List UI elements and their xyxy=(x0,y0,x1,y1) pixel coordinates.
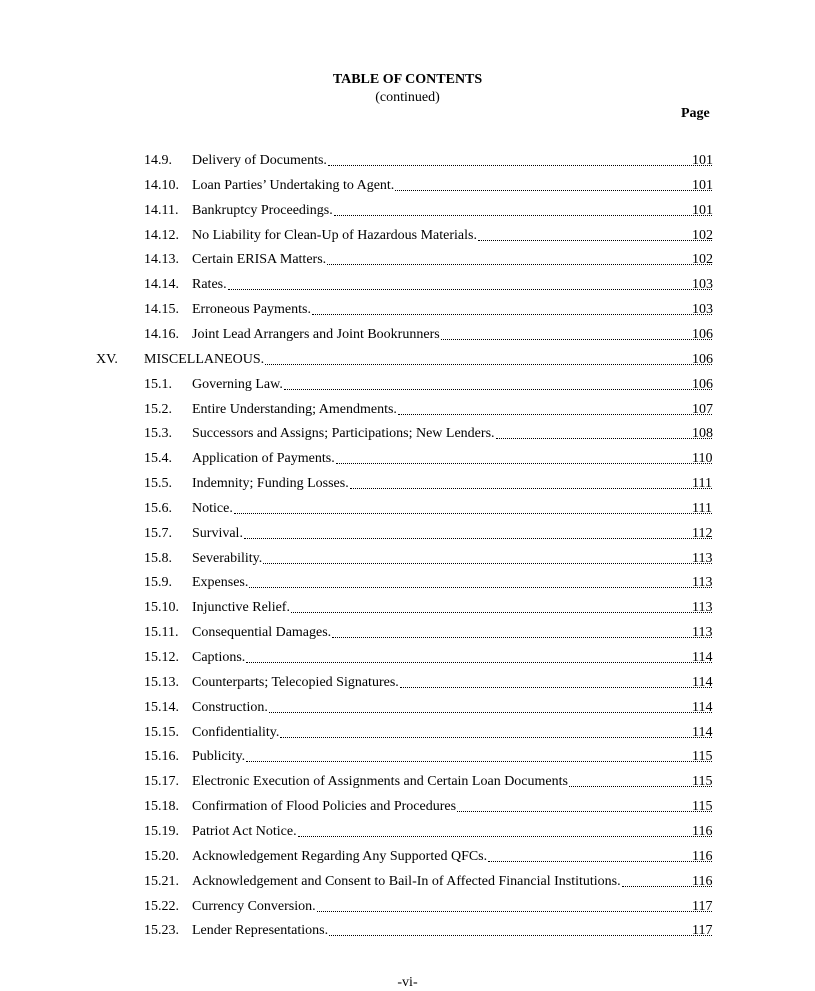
toc-entry-row[interactable] xyxy=(0,250,815,270)
toc-entry-leader xyxy=(192,897,714,917)
toc-entry-page: 112 xyxy=(692,525,713,541)
toc-entry-page: 115 xyxy=(692,749,713,765)
toc-entry-page: 116 xyxy=(692,848,713,864)
toc-entry-page: 106 xyxy=(692,376,713,392)
toc-entry-title: Confidentiality. xyxy=(192,724,280,740)
toc-entry-title: Captions. xyxy=(192,650,246,665)
toc-entry-number: 15.19. xyxy=(144,823,179,839)
toc-entry-title: Electronic Execution of Assignments and Certain Loan Documents xyxy=(192,774,568,790)
toc-entry-leader xyxy=(192,424,714,444)
toc-entry-title: Currency Conversion. xyxy=(192,898,316,914)
toc-entry-row[interactable] xyxy=(0,698,815,718)
toc-entry-leader xyxy=(192,474,714,494)
toc-entry-number: 15.15. xyxy=(144,724,179,740)
toc-entry-title: Loan Parties’ Undertaking to Agent. xyxy=(192,177,395,193)
toc-entry-page: 115 xyxy=(692,774,713,790)
toc-title: TABLE OF CONTENTS xyxy=(332,72,483,87)
dot-leader xyxy=(395,190,712,191)
toc-entry-title: Bankruptcy Proceedings. xyxy=(192,202,333,218)
toc-entry-row[interactable] xyxy=(0,573,815,593)
toc-entry-title: Rates. xyxy=(192,277,227,293)
toc-entry-leader xyxy=(192,598,714,618)
toc-entry-title: Expenses. xyxy=(192,575,249,591)
toc-entry-number: 15.7. xyxy=(144,525,172,541)
toc-subtitle: (continued) xyxy=(375,90,440,105)
toc-entry-number: 15.23. xyxy=(144,923,179,939)
toc-entry-title: Patriot Act Notice. xyxy=(192,823,297,839)
toc-entry-page: 114 xyxy=(692,650,713,665)
toc-entry-title: Severability. xyxy=(192,550,263,566)
toc-entry-number: 15.1. xyxy=(144,376,172,392)
toc-entry-row[interactable] xyxy=(0,325,815,345)
toc-entry-row[interactable] xyxy=(0,623,815,643)
toc-entry-number: 15.2. xyxy=(144,401,172,417)
toc-entry-title: Delivery of Documents. xyxy=(192,153,327,168)
dot-leader xyxy=(263,563,712,564)
dot-leader xyxy=(228,289,712,290)
toc-entry-leader xyxy=(192,400,714,420)
toc-entry-row[interactable] xyxy=(0,449,815,469)
toc-entry-page: 106 xyxy=(692,351,713,367)
toc-entry-title: Survival. xyxy=(192,525,243,541)
toc-entry-row[interactable] xyxy=(0,424,815,444)
toc-entry-number: 14.14. xyxy=(144,277,179,293)
toc-entry-row[interactable] xyxy=(0,275,815,295)
dot-leader xyxy=(234,513,712,514)
toc-entry-number: 14.13. xyxy=(144,252,179,268)
toc-entry-number: 15.22. xyxy=(144,898,179,914)
toc-entry-page: 113 xyxy=(692,600,713,616)
toc-entry-number: 14.11. xyxy=(144,202,179,218)
toc-entry-page: 114 xyxy=(692,674,713,690)
toc-entry-leader xyxy=(192,747,714,767)
toc-entry-leader xyxy=(192,275,714,295)
toc-entry-title: Acknowledgement and Consent to Bail-In of Affected Financial Institutions. xyxy=(192,873,621,889)
dot-leader xyxy=(350,488,712,489)
dot-leader xyxy=(244,538,712,539)
dot-leader xyxy=(249,587,712,588)
toc-entry-number: 15.9. xyxy=(144,575,172,591)
toc-entry-number: 15.13. xyxy=(144,674,179,690)
page-footer-number: -vi- xyxy=(397,975,418,990)
toc-entry-leader xyxy=(192,176,714,196)
toc-entry-leader xyxy=(192,499,714,519)
toc-entry-row[interactable] xyxy=(0,300,815,320)
toc-entry-row[interactable] xyxy=(0,648,815,668)
toc-entry-row[interactable] xyxy=(0,772,815,792)
toc-entry-leader xyxy=(192,723,714,743)
toc-entry-page: 102 xyxy=(692,252,713,268)
dot-leader xyxy=(457,811,712,812)
toc-entry-row[interactable] xyxy=(0,524,815,544)
dot-leader xyxy=(569,786,712,787)
dot-leader xyxy=(280,737,712,738)
toc-entry-title: Joint Lead Arrangers and Joint Bookrunners xyxy=(192,326,440,342)
toc-entry-title: Counterparts; Telecopied Signatures. xyxy=(192,674,399,690)
toc-entry-title: Notice. xyxy=(192,500,233,516)
toc-entry-title: Certain ERISA Matters. xyxy=(192,252,327,268)
toc-entry-number: 14.9. xyxy=(144,153,172,168)
toc-entry-title: Publicity. xyxy=(192,749,246,765)
toc-entry-row[interactable] xyxy=(0,822,815,842)
toc-entry-row[interactable] xyxy=(0,598,815,618)
dot-leader xyxy=(269,712,712,713)
toc-entry-title: Indemnity; Funding Losses. xyxy=(192,476,349,492)
toc-entry-row[interactable] xyxy=(0,673,815,693)
dot-leader xyxy=(317,911,712,912)
toc-article-row[interactable] xyxy=(0,350,815,370)
toc-entry-title: Consequential Damages. xyxy=(192,625,332,641)
toc-entry-number: 14.10. xyxy=(144,177,179,193)
toc-entry-leader xyxy=(192,921,714,941)
toc-entry-row[interactable] xyxy=(0,176,815,196)
toc-entry-leader xyxy=(192,822,714,842)
toc-entry-page: 117 xyxy=(692,898,713,914)
dot-leader xyxy=(329,935,712,936)
dot-leader xyxy=(400,687,712,688)
dot-leader xyxy=(291,612,712,613)
page-column-header: Page xyxy=(681,106,710,121)
toc-entry-number: 15.5. xyxy=(144,476,172,492)
toc-entry-page: 103 xyxy=(692,302,713,318)
dot-leader xyxy=(496,438,712,439)
toc-entry-page: 116 xyxy=(692,823,713,839)
toc-entry-leader xyxy=(192,573,714,593)
dot-leader xyxy=(246,761,712,762)
toc-entry-page: 113 xyxy=(692,575,713,591)
toc-entry-page: 101 xyxy=(692,202,713,218)
dot-leader xyxy=(441,339,712,340)
toc-entry-page: 102 xyxy=(692,227,713,243)
toc-entry-number: 15.4. xyxy=(144,451,172,467)
toc-entry-leader xyxy=(144,350,714,370)
toc-entry-row[interactable] xyxy=(0,151,815,171)
toc-entry-leader xyxy=(192,549,714,569)
toc-entry-page: 116 xyxy=(692,873,713,889)
toc-entry-row[interactable] xyxy=(0,201,815,221)
toc-entry-number: 15.11. xyxy=(144,625,179,641)
toc-entry-leader xyxy=(192,325,714,345)
toc-entry-leader xyxy=(192,300,714,320)
dot-leader xyxy=(284,389,712,390)
toc-entry-leader xyxy=(192,797,714,817)
toc-entry-leader xyxy=(192,772,714,792)
toc-entry-number: 15.14. xyxy=(144,699,179,715)
toc-entry-row[interactable] xyxy=(0,375,815,395)
toc-entry-leader xyxy=(192,449,714,469)
dot-leader xyxy=(246,662,712,663)
toc-entry-page: 108 xyxy=(692,426,713,442)
dot-leader xyxy=(327,264,712,265)
toc-entry-title: Application of Payments. xyxy=(192,451,335,467)
dot-leader xyxy=(265,364,712,365)
toc-entry-leader xyxy=(192,375,714,395)
dot-leader xyxy=(488,861,712,862)
toc-entry-row[interactable] xyxy=(0,921,815,941)
toc-entry-row[interactable] xyxy=(0,872,815,892)
toc-entry-page: 101 xyxy=(692,177,713,193)
toc-entry-number: 15.20. xyxy=(144,848,179,864)
dot-leader xyxy=(298,836,712,837)
toc-entry-row[interactable] xyxy=(0,747,815,767)
toc-entry-number: 15.3. xyxy=(144,426,172,442)
toc-entry-number: XV. xyxy=(96,351,118,367)
toc-entry-page: 113 xyxy=(692,550,713,566)
toc-entry-row[interactable] xyxy=(0,847,815,867)
toc-entry-leader xyxy=(192,698,714,718)
toc-entry-leader xyxy=(192,524,714,544)
dot-leader xyxy=(334,215,712,216)
toc-entry-page: 115 xyxy=(692,799,713,815)
toc-entry-row[interactable] xyxy=(0,897,815,917)
toc-entry-number: 15.8. xyxy=(144,550,172,566)
toc-entry-page: 106 xyxy=(692,326,713,342)
toc-entry-page: 113 xyxy=(692,625,713,641)
dot-leader xyxy=(328,165,712,166)
toc-entry-title: Governing Law. xyxy=(192,376,283,392)
toc-entry-number: 15.12. xyxy=(144,650,179,665)
toc-entry-leader xyxy=(192,673,714,693)
toc-entry-title: No Liability for Clean-Up of Hazardous Materials. xyxy=(192,227,477,243)
toc-entry-title: Injunctive Relief. xyxy=(192,600,290,616)
toc-entry-title: Successors and Assigns; Participations; New Lenders. xyxy=(192,426,495,442)
toc-entry-page: 117 xyxy=(692,923,713,939)
toc-entry-row[interactable] xyxy=(0,549,815,569)
toc-entry-title: MISCELLANEOUS. xyxy=(144,351,265,367)
toc-entry-page: 110 xyxy=(692,451,713,467)
dot-leader xyxy=(398,414,712,415)
dot-leader xyxy=(312,314,712,315)
dot-leader xyxy=(332,637,712,638)
toc-entry-title: Acknowledgement Regarding Any Supported QFCs. xyxy=(192,848,488,864)
toc-entry-page: 111 xyxy=(692,500,712,516)
toc-entry-title: Construction. xyxy=(192,699,268,715)
toc-entry-page: 103 xyxy=(692,277,713,293)
dot-leader xyxy=(478,240,712,241)
toc-entry-number: 14.16. xyxy=(144,326,179,342)
toc-entry-leader xyxy=(192,847,714,867)
toc-entry-leader xyxy=(192,201,714,221)
toc-entry-page: 114 xyxy=(692,699,713,715)
dot-leader xyxy=(336,463,712,464)
toc-entry-number: 14.15. xyxy=(144,302,179,318)
toc-entry-row[interactable] xyxy=(0,499,815,519)
toc-entry-title: Entire Understanding; Amendments. xyxy=(192,401,397,417)
toc-entry-leader xyxy=(192,648,714,668)
toc-entry-leader xyxy=(192,872,714,892)
toc-entry-title: Lender Representations. xyxy=(192,923,329,939)
toc-entry-title: Erroneous Payments. xyxy=(192,302,311,318)
toc-entry-number: 15.18. xyxy=(144,799,179,815)
toc-entry-leader xyxy=(192,226,714,246)
toc-entry-leader xyxy=(192,151,714,171)
toc-entry-row[interactable] xyxy=(0,474,815,494)
toc-entry-page: 107 xyxy=(692,401,713,417)
toc-entry-number: 15.16. xyxy=(144,749,179,765)
toc-entry-row[interactable] xyxy=(0,723,815,743)
toc-entry-number: 14.12. xyxy=(144,227,179,243)
toc-entry-row[interactable] xyxy=(0,400,815,420)
toc-entry-leader xyxy=(192,623,714,643)
toc-entry-page: 111 xyxy=(692,476,712,492)
toc-entry-page: 114 xyxy=(692,724,713,740)
toc-entry-leader xyxy=(192,250,714,270)
toc-entry-page: 101 xyxy=(692,153,713,168)
toc-entry-number: 15.6. xyxy=(144,500,172,516)
toc-entry-title: Confirmation of Flood Policies and Procedures xyxy=(192,799,457,815)
toc-entry-number: 15.10. xyxy=(144,600,179,616)
toc-entry-number: 15.17. xyxy=(144,774,179,790)
toc-entry-row[interactable] xyxy=(0,226,815,246)
toc-entry-number: 15.21. xyxy=(144,873,179,889)
toc-entry-row[interactable] xyxy=(0,797,815,817)
